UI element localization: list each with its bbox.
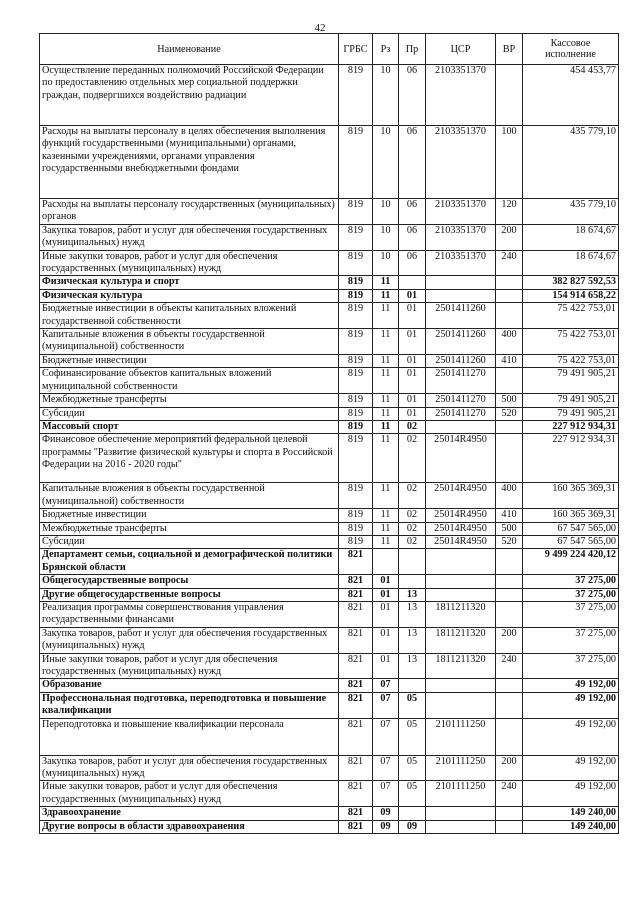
cell-amount: 149 240,00 — [523, 807, 619, 820]
cell-grbs: 819 — [339, 276, 373, 289]
cell-grbs: 821 — [339, 807, 373, 820]
cell-amount: 382 827 592,53 — [523, 276, 619, 289]
cell-vr: 520 — [496, 535, 523, 548]
cell-csr: 1811211320 — [426, 601, 496, 627]
table-row — [40, 394, 619, 407]
cell-vr — [496, 692, 523, 718]
cell-grbs: 821 — [339, 588, 373, 601]
table-row — [40, 368, 619, 394]
cell-vr: 200 — [496, 224, 523, 250]
cell-pr: 13 — [399, 588, 426, 601]
cell-name: Физическая культура и спорт — [40, 276, 339, 289]
table-row — [40, 509, 619, 522]
cell-pr — [399, 549, 426, 575]
cell-grbs: 819 — [339, 303, 373, 329]
cell-vr — [496, 820, 523, 833]
table-row — [40, 522, 619, 535]
table-body — [40, 65, 619, 834]
table-row — [40, 627, 619, 653]
cell-name: Закупка товаров, работ и услуг для обеспечения государственных (муниципальных) нужд — [40, 224, 339, 250]
cell-rz: 11 — [373, 535, 399, 548]
cell-pr: 05 — [399, 781, 426, 807]
cell-rz: 10 — [373, 250, 399, 276]
cell-rz: 11 — [373, 303, 399, 329]
cell-vr — [496, 434, 523, 483]
cell-vr — [496, 601, 523, 627]
cell-rz: 01 — [373, 601, 399, 627]
cell-csr: 2501411270 — [426, 368, 496, 394]
header-pr: Пр — [399, 34, 426, 65]
cell-rz: 11 — [373, 394, 399, 407]
cell-grbs: 821 — [339, 755, 373, 781]
cell-amount: 435 779,10 — [523, 199, 619, 225]
cell-amount: 160 365 369,31 — [523, 509, 619, 522]
cell-name: Образование — [40, 679, 339, 692]
cell-vr: 500 — [496, 522, 523, 535]
cell-rz: 01 — [373, 627, 399, 653]
cell-csr — [426, 289, 496, 302]
cell-vr — [496, 718, 523, 755]
cell-pr: 01 — [399, 354, 426, 367]
cell-pr: 06 — [399, 126, 426, 199]
cell-vr: 200 — [496, 627, 523, 653]
cell-csr — [426, 420, 496, 433]
table-row — [40, 329, 619, 355]
cell-pr: 09 — [399, 820, 426, 833]
cell-rz: 09 — [373, 807, 399, 820]
cell-pr: 01 — [399, 303, 426, 329]
cell-csr: 25014R4950 — [426, 509, 496, 522]
cell-csr: 25014R4950 — [426, 483, 496, 509]
cell-amount: 149 240,00 — [523, 820, 619, 833]
cell-csr: 2103351370 — [426, 65, 496, 126]
cell-amount: 18 674,67 — [523, 224, 619, 250]
cell-vr: 400 — [496, 483, 523, 509]
cell-vr — [496, 588, 523, 601]
table-row — [40, 434, 619, 483]
cell-vr: 500 — [496, 394, 523, 407]
cell-vr — [496, 303, 523, 329]
cell-rz: 11 — [373, 289, 399, 302]
cell-amount: 9 499 224 420,12 — [523, 549, 619, 575]
cell-name: Закупка товаров, работ и услуг для обеспечения государственных (муниципальных) нужд — [40, 755, 339, 781]
cell-pr: 01 — [399, 368, 426, 394]
cell-grbs: 821 — [339, 575, 373, 588]
cell-csr: 25014R4950 — [426, 535, 496, 548]
cell-amount: 49 192,00 — [523, 781, 619, 807]
cell-name: Капитальные вложения в объекты государственной (муниципальной) собственности — [40, 483, 339, 509]
cell-csr: 2103351370 — [426, 224, 496, 250]
cell-amount: 49 192,00 — [523, 755, 619, 781]
cell-pr — [399, 679, 426, 692]
cell-vr — [496, 289, 523, 302]
cell-name: Здравоохранение — [40, 807, 339, 820]
cell-name: Массовый спорт — [40, 420, 339, 433]
cell-grbs: 819 — [339, 407, 373, 420]
cell-rz: 01 — [373, 653, 399, 679]
cell-name: Физическая культура — [40, 289, 339, 302]
cell-rz: 11 — [373, 483, 399, 509]
cell-grbs: 821 — [339, 692, 373, 718]
cell-rz: 10 — [373, 126, 399, 199]
cell-name: Расходы на выплаты персоналу в целях обеспечения выполнения функций государственными (муниципальными) органами, казенными учреждениями, органами управления государственными внебюджетными фондами — [40, 126, 339, 199]
table-row — [40, 289, 619, 302]
cell-amount: 75 422 753,01 — [523, 354, 619, 367]
cell-rz: 10 — [373, 65, 399, 126]
cell-name: Другие общегосударственные вопросы — [40, 588, 339, 601]
cell-grbs: 821 — [339, 549, 373, 575]
cell-csr: 25014R4950 — [426, 522, 496, 535]
cell-csr: 1811211320 — [426, 627, 496, 653]
cell-csr — [426, 820, 496, 833]
cell-vr: 410 — [496, 354, 523, 367]
table-row — [40, 224, 619, 250]
table-row — [40, 807, 619, 820]
header-csr: ЦСР — [426, 34, 496, 65]
cell-rz: 11 — [373, 509, 399, 522]
cell-rz: 07 — [373, 755, 399, 781]
cell-rz: 11 — [373, 368, 399, 394]
cell-amount: 454 453,77 — [523, 65, 619, 126]
cell-grbs: 819 — [339, 434, 373, 483]
table-row — [40, 575, 619, 588]
cell-grbs: 819 — [339, 199, 373, 225]
cell-pr: 06 — [399, 199, 426, 225]
cell-grbs: 819 — [339, 354, 373, 367]
cell-name: Софинансирование объектов капитальных вложений муниципальной собственности — [40, 368, 339, 394]
cell-vr — [496, 65, 523, 126]
cell-vr — [496, 807, 523, 820]
cell-pr: 02 — [399, 509, 426, 522]
cell-amount: 67 547 565,00 — [523, 535, 619, 548]
cell-pr: 02 — [399, 535, 426, 548]
table-row — [40, 276, 619, 289]
cell-grbs: 821 — [339, 627, 373, 653]
cell-csr — [426, 549, 496, 575]
table-row — [40, 820, 619, 833]
table-row — [40, 679, 619, 692]
cell-pr: 01 — [399, 289, 426, 302]
cell-grbs: 821 — [339, 601, 373, 627]
cell-name: Иные закупки товаров, работ и услуг для обеспечения государственных (муниципальных) нужд — [40, 250, 339, 276]
cell-csr — [426, 588, 496, 601]
cell-csr: 25014R4950 — [426, 434, 496, 483]
cell-name: Финансовое обеспечение мероприятий федеральной целевой программы "Развитие физической культуры и спорта в Российской Федерации на 2016 - 2020 годы" — [40, 434, 339, 483]
cell-amount: 154 914 658,22 — [523, 289, 619, 302]
cell-pr: 05 — [399, 755, 426, 781]
cell-csr: 2101111250 — [426, 781, 496, 807]
cell-csr: 2501411270 — [426, 407, 496, 420]
cell-csr: 1811211320 — [426, 653, 496, 679]
cell-csr: 2501411260 — [426, 354, 496, 367]
cell-rz: 11 — [373, 420, 399, 433]
cell-amount: 79 491 905,21 — [523, 394, 619, 407]
cell-name: Межбюджетные трансферты — [40, 522, 339, 535]
cell-csr — [426, 679, 496, 692]
cell-csr: 2501411260 — [426, 329, 496, 355]
cell-rz: 01 — [373, 588, 399, 601]
cell-amount: 75 422 753,01 — [523, 303, 619, 329]
cell-pr: 02 — [399, 420, 426, 433]
cell-amount: 37 275,00 — [523, 601, 619, 627]
cell-amount: 49 192,00 — [523, 718, 619, 755]
cell-name: Бюджетные инвестиции в объекты капитальных вложений государственной собственности — [40, 303, 339, 329]
cell-pr: 13 — [399, 601, 426, 627]
cell-grbs: 819 — [339, 289, 373, 302]
cell-name: Общегосударственные вопросы — [40, 575, 339, 588]
cell-rz: 10 — [373, 224, 399, 250]
cell-grbs: 819 — [339, 250, 373, 276]
cell-name: Бюджетные инвестиции — [40, 509, 339, 522]
cell-amount: 37 275,00 — [523, 627, 619, 653]
header-vr: ВР — [496, 34, 523, 65]
cell-grbs: 821 — [339, 653, 373, 679]
cell-pr: 02 — [399, 483, 426, 509]
cell-csr: 2101111250 — [426, 755, 496, 781]
table-row — [40, 420, 619, 433]
table-row — [40, 692, 619, 718]
cell-vr: 120 — [496, 199, 523, 225]
cell-pr: 02 — [399, 522, 426, 535]
cell-vr — [496, 276, 523, 289]
cell-csr: 2501411270 — [426, 394, 496, 407]
cell-amount: 75 422 753,01 — [523, 329, 619, 355]
table-row — [40, 781, 619, 807]
cell-grbs: 819 — [339, 368, 373, 394]
cell-pr: 06 — [399, 65, 426, 126]
cell-csr — [426, 692, 496, 718]
cell-name: Иные закупки товаров, работ и услуг для обеспечения государственных (муниципальных) нужд — [40, 781, 339, 807]
cell-rz: 07 — [373, 679, 399, 692]
page-number: 42 — [314, 22, 326, 34]
cell-name: Профессиональная подготовка, переподготовка и повышение квалификации — [40, 692, 339, 718]
cell-vr: 200 — [496, 755, 523, 781]
cell-pr: 01 — [399, 394, 426, 407]
cell-csr: 2103351370 — [426, 199, 496, 225]
cell-csr: 2103351370 — [426, 250, 496, 276]
cell-name: Бюджетные инвестиции — [40, 354, 339, 367]
cell-rz: 11 — [373, 354, 399, 367]
cell-pr: 13 — [399, 653, 426, 679]
cell-pr: 05 — [399, 692, 426, 718]
cell-vr — [496, 549, 523, 575]
cell-pr: 06 — [399, 224, 426, 250]
cell-amount: 37 275,00 — [523, 588, 619, 601]
budget-execution-table — [39, 33, 619, 834]
table-row — [40, 250, 619, 276]
header-amount: Кассовое исполнение — [523, 34, 619, 65]
cell-vr — [496, 420, 523, 433]
cell-pr — [399, 807, 426, 820]
table-header-row — [40, 34, 619, 65]
cell-name: Субсидии — [40, 407, 339, 420]
table-row — [40, 535, 619, 548]
cell-name: Реализация программы совершенствования управления государственными финансами — [40, 601, 339, 627]
cell-name: Департамент семьи, социальной и демографической политики Брянской области — [40, 549, 339, 575]
cell-grbs: 819 — [339, 394, 373, 407]
cell-amount: 67 547 565,00 — [523, 522, 619, 535]
cell-grbs: 821 — [339, 679, 373, 692]
cell-vr: 100 — [496, 126, 523, 199]
cell-name: Капитальные вложения в объекты государственной (муниципальной) собственности — [40, 329, 339, 355]
cell-amount: 37 275,00 — [523, 653, 619, 679]
cell-name: Переподготовка и повышение квалификации персонала — [40, 718, 339, 755]
cell-amount: 227 912 934,31 — [523, 434, 619, 483]
table-row — [40, 303, 619, 329]
cell-amount: 49 192,00 — [523, 692, 619, 718]
cell-amount: 49 192,00 — [523, 679, 619, 692]
cell-rz: 11 — [373, 329, 399, 355]
table-row — [40, 407, 619, 420]
table-row — [40, 483, 619, 509]
cell-pr: 02 — [399, 434, 426, 483]
cell-vr — [496, 575, 523, 588]
cell-rz: 11 — [373, 276, 399, 289]
cell-rz: 09 — [373, 820, 399, 833]
cell-vr: 520 — [496, 407, 523, 420]
cell-rz: 07 — [373, 718, 399, 755]
cell-pr: 06 — [399, 250, 426, 276]
cell-rz: 11 — [373, 407, 399, 420]
cell-amount: 160 365 369,31 — [523, 483, 619, 509]
header-name: Наименование — [40, 34, 339, 65]
cell-amount: 227 912 934,31 — [523, 420, 619, 433]
cell-pr: 13 — [399, 627, 426, 653]
cell-grbs: 819 — [339, 65, 373, 126]
cell-rz: 11 — [373, 434, 399, 483]
cell-rz: 01 — [373, 575, 399, 588]
cell-grbs: 819 — [339, 535, 373, 548]
cell-name: Другие вопросы в области здравоохранения — [40, 820, 339, 833]
cell-grbs: 819 — [339, 420, 373, 433]
cell-vr: 240 — [496, 781, 523, 807]
cell-pr: 05 — [399, 718, 426, 755]
cell-name: Осуществление переданных полномочий Российской Федерации по предоставлению отдельных мер социальной поддержки граждан, подвергшихся воздействию радиации — [40, 65, 339, 126]
cell-vr: 240 — [496, 250, 523, 276]
cell-grbs: 819 — [339, 329, 373, 355]
table-row — [40, 65, 619, 126]
cell-pr — [399, 575, 426, 588]
cell-grbs: 821 — [339, 718, 373, 755]
cell-grbs: 821 — [339, 820, 373, 833]
cell-pr: 01 — [399, 329, 426, 355]
cell-vr: 240 — [496, 653, 523, 679]
table-row — [40, 126, 619, 199]
header-grbs: ГРБС — [339, 34, 373, 65]
cell-vr — [496, 679, 523, 692]
table-row — [40, 601, 619, 627]
cell-csr: 2501411260 — [426, 303, 496, 329]
cell-pr — [399, 276, 426, 289]
table-row — [40, 755, 619, 781]
cell-csr: 2103351370 — [426, 126, 496, 199]
cell-amount: 435 779,10 — [523, 126, 619, 199]
cell-amount: 37 275,00 — [523, 575, 619, 588]
cell-name: Иные закупки товаров, работ и услуг для обеспечения государственных (муниципальных) нужд — [40, 653, 339, 679]
cell-grbs: 819 — [339, 224, 373, 250]
cell-amount: 79 491 905,21 — [523, 368, 619, 394]
cell-rz: 11 — [373, 522, 399, 535]
cell-name: Межбюджетные трансферты — [40, 394, 339, 407]
table-row — [40, 199, 619, 225]
cell-grbs: 821 — [339, 781, 373, 807]
cell-grbs: 819 — [339, 522, 373, 535]
cell-csr — [426, 276, 496, 289]
cell-name: Закупка товаров, работ и услуг для обеспечения государственных (муниципальных) нужд — [40, 627, 339, 653]
cell-pr: 01 — [399, 407, 426, 420]
cell-vr: 410 — [496, 509, 523, 522]
table-row — [40, 549, 619, 575]
table-row — [40, 718, 619, 755]
cell-name: Субсидии — [40, 535, 339, 548]
cell-grbs: 819 — [339, 509, 373, 522]
cell-amount: 79 491 905,21 — [523, 407, 619, 420]
cell-grbs: 819 — [339, 483, 373, 509]
table-row — [40, 653, 619, 679]
cell-amount: 18 674,67 — [523, 250, 619, 276]
cell-rz — [373, 549, 399, 575]
cell-csr: 2101111250 — [426, 718, 496, 755]
cell-vr: 400 — [496, 329, 523, 355]
table-row — [40, 588, 619, 601]
cell-rz: 10 — [373, 199, 399, 225]
header-rz: Рз — [373, 34, 399, 65]
cell-csr — [426, 575, 496, 588]
cell-vr — [496, 368, 523, 394]
cell-rz: 07 — [373, 692, 399, 718]
cell-rz: 07 — [373, 781, 399, 807]
cell-csr — [426, 807, 496, 820]
table-row — [40, 354, 619, 367]
cell-grbs: 819 — [339, 126, 373, 199]
cell-name: Расходы на выплаты персоналу государственных (муниципальных) органов — [40, 199, 339, 225]
